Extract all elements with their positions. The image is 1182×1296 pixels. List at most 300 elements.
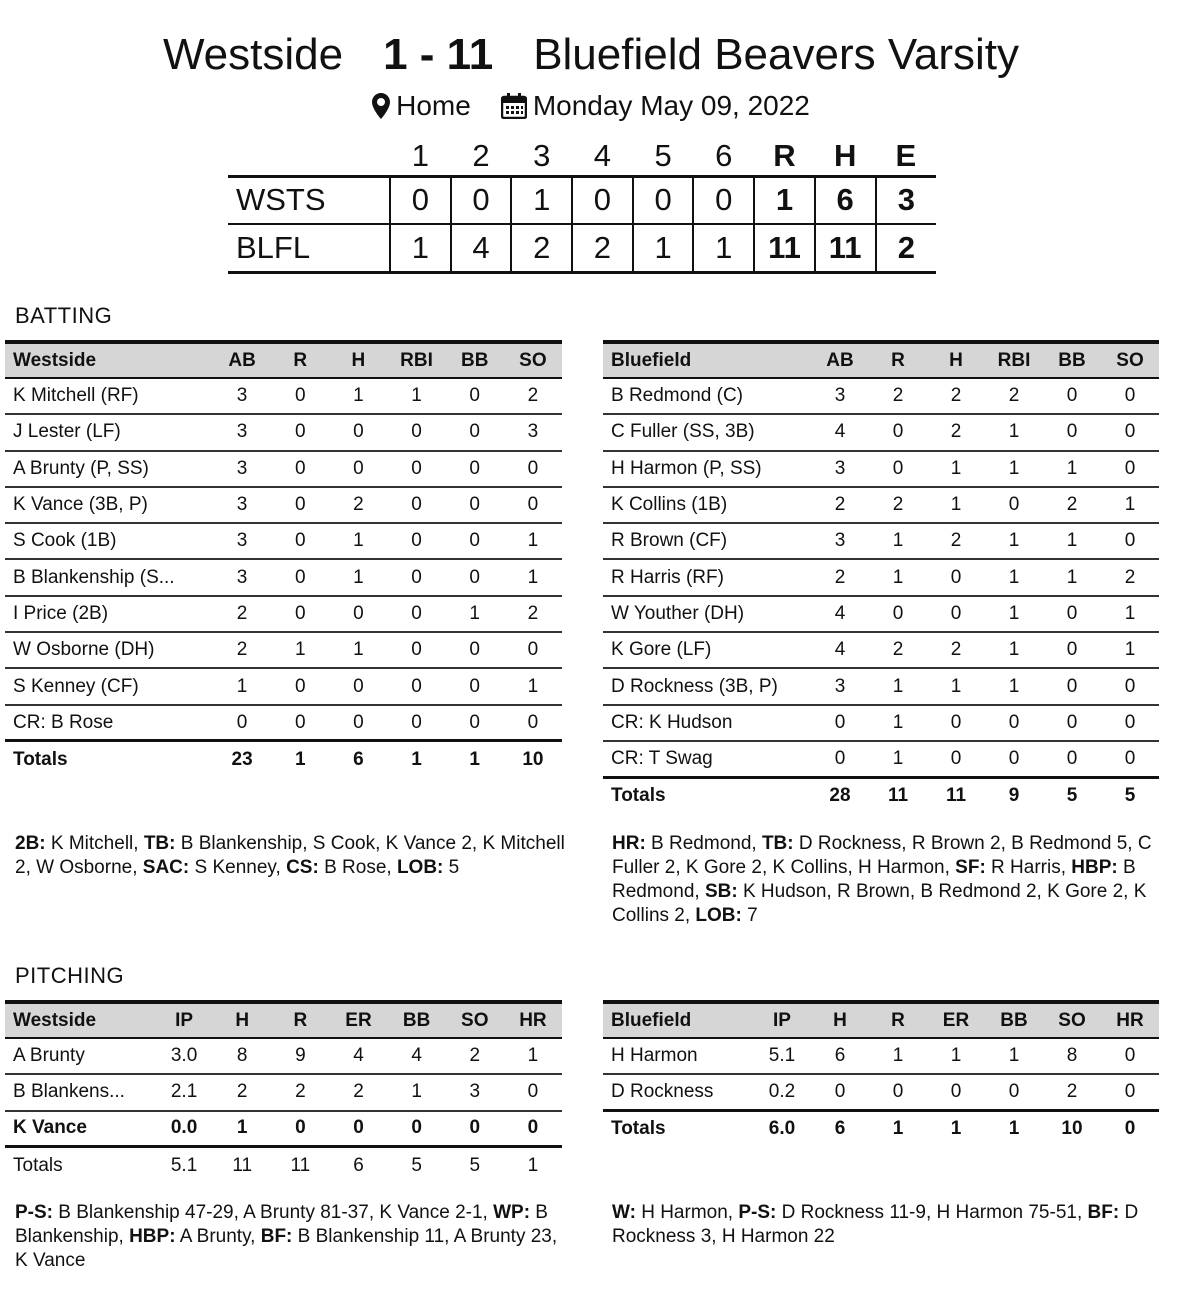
total-value: 11	[232, 1154, 253, 1176]
stat-column-header: SO	[446, 1002, 504, 1038]
player-name: D Rockness (3B, P)	[603, 668, 811, 704]
note-text: 5	[443, 857, 460, 878]
total-value: 23	[231, 748, 253, 770]
inning-header: 5	[654, 138, 672, 174]
stat-value: 2	[927, 632, 985, 668]
stat-value: 8	[1043, 1038, 1101, 1074]
stat-value: 3	[213, 414, 271, 450]
inning-score: 1	[511, 176, 572, 224]
inning-header: 6	[715, 138, 733, 174]
inning-header: 2	[472, 138, 490, 174]
stat-value: 1	[1101, 487, 1159, 523]
stat-column-header: H	[329, 342, 387, 378]
batting-table-home	[603, 340, 1159, 814]
linescore-row-away	[228, 176, 936, 224]
pitching-notes-home	[612, 1201, 1162, 1249]
stat-value: 0	[869, 414, 927, 450]
stat-value: 0	[1101, 378, 1159, 414]
stat-value: 1	[271, 632, 329, 668]
stat-value: 0	[387, 487, 445, 523]
stat-value: 0	[985, 705, 1043, 741]
stat-value: 0	[271, 559, 329, 595]
stat-value: 0	[446, 451, 504, 487]
stat-value: 3	[504, 414, 562, 450]
note-text: A Brunty,	[175, 1226, 261, 1247]
stat-value: 0	[271, 414, 329, 450]
stat-value: 0.2	[753, 1074, 811, 1110]
stat-value: 2	[213, 1074, 271, 1110]
total-value: 5	[411, 1154, 422, 1176]
total-value: 5	[469, 1154, 481, 1176]
stat-value: 0	[927, 705, 985, 741]
stat-value: 2	[1043, 1074, 1101, 1110]
total-value: 11	[887, 785, 909, 807]
stat-column-header: HR	[504, 1002, 562, 1038]
stat-value: 0	[1043, 378, 1101, 414]
stat-value: 0	[1101, 741, 1159, 777]
player-name: K Collins (1B)	[603, 487, 811, 523]
note-text: B Blankenship, S Cook, K Vance 2, K Mitchell 2, W Osborne,	[15, 833, 565, 878]
note-label: BF:	[260, 1226, 293, 1247]
player-name: H Harmon	[603, 1038, 753, 1074]
stat-value: 0	[329, 1111, 387, 1147]
stat-value: 2	[271, 1074, 329, 1110]
stat-value: 1	[329, 559, 387, 595]
player-row	[5, 414, 562, 450]
note-text: D Rockness, R Brown 2, B Redmond 5, C Fuller 2, K Gore 2, K Collins, H Harmon,	[612, 833, 1152, 878]
note-text: S Kenney,	[189, 857, 287, 878]
note-label: SAC:	[142, 857, 190, 878]
stat-value: 1	[213, 668, 271, 704]
stat-column-header: BB	[985, 1002, 1043, 1038]
stat-value: 0	[1043, 414, 1101, 450]
stat-value: 0	[329, 414, 387, 450]
stat-value: 0	[811, 741, 869, 777]
linescore-team: BLFL	[236, 229, 311, 265]
stat-value: 1	[985, 559, 1043, 595]
note-text: D Rockness 3, H Harmon 22	[612, 1202, 1139, 1247]
player-row	[603, 378, 1159, 414]
player-row	[603, 559, 1159, 595]
total-value: 1	[469, 748, 480, 770]
stat-value: 0	[504, 705, 562, 741]
player-name: R Brown (CF)	[603, 523, 811, 559]
stat-value: 4	[811, 596, 869, 632]
stat-value: 1	[869, 523, 927, 559]
note-text: B Redmond,	[612, 857, 1136, 902]
stat-column-header: BB	[1043, 342, 1101, 378]
game-title	[0, 30, 1182, 80]
calendar-icon	[501, 93, 527, 119]
player-row	[5, 451, 562, 487]
stat-value: 1	[1101, 632, 1159, 668]
total-value: 11	[290, 1154, 311, 1176]
stat-value: 4	[811, 414, 869, 450]
stat-value: 0	[387, 632, 445, 668]
note-text: H Harmon,	[635, 1202, 739, 1223]
inning-score: 2	[511, 224, 572, 272]
player-name: R Harris (RF)	[603, 559, 811, 595]
stat-column-header: R	[271, 1002, 329, 1038]
stat-value: 2	[213, 632, 271, 668]
total-value: 6.0	[768, 1118, 796, 1140]
player-name: CR: B Rose	[5, 705, 213, 741]
batting-notes-home	[612, 832, 1162, 928]
total-value: 11	[945, 785, 967, 807]
stat-value: 2	[1043, 487, 1101, 523]
stat-value: 0	[1101, 705, 1159, 741]
stat-value: 1	[504, 523, 562, 559]
stat-column-header: H	[811, 1002, 869, 1038]
player-name: W Osborne (DH)	[5, 632, 213, 668]
stat-value: 0	[1043, 632, 1101, 668]
stat-value: 2	[504, 378, 562, 414]
player-name: A Brunty	[5, 1038, 155, 1074]
inning-header: 3	[533, 138, 551, 174]
player-row	[603, 414, 1159, 450]
player-row	[5, 523, 562, 559]
inning-score: 1	[390, 224, 451, 272]
player-row	[603, 741, 1159, 777]
stat-value: 3	[213, 559, 271, 595]
stat-column-header: BB	[388, 1002, 446, 1038]
linescore-table	[228, 138, 936, 274]
stat-value: 0	[387, 559, 445, 595]
stat-value: 1	[927, 1038, 985, 1074]
player-row	[5, 378, 562, 414]
stat-value: 4	[329, 1038, 387, 1074]
totals-label: Totals	[13, 1154, 63, 1176]
stat-value: 1	[388, 1074, 446, 1110]
stat-value: 0	[271, 705, 329, 741]
stat-value: 0	[271, 523, 329, 559]
stat-value: 0	[446, 487, 504, 523]
stat-value: 0	[985, 741, 1043, 777]
note-text: K Mitchell,	[45, 833, 144, 854]
total-value: 1	[294, 748, 306, 770]
stat-value: 2	[213, 596, 271, 632]
batting-notes-away	[15, 832, 565, 880]
stat-value: 0	[869, 596, 927, 632]
total-hits: 6	[815, 176, 876, 224]
inning-score: 1	[633, 224, 694, 272]
team-column-header: Westside	[5, 1002, 155, 1038]
final-score: 1 - 11	[383, 30, 494, 79]
player-name: A Brunty (P, SS)	[5, 451, 213, 487]
stat-column-header: R	[869, 342, 927, 378]
stat-value: 1	[927, 451, 985, 487]
player-name: B Blankens...	[5, 1074, 155, 1110]
inning-header: 1	[411, 138, 429, 174]
stat-column-header: ER	[329, 1002, 387, 1038]
player-name: K Gore (LF)	[603, 632, 811, 668]
note-text: B Blankenship,	[15, 1202, 548, 1247]
totals-row	[5, 1147, 562, 1183]
stat-value: 1	[387, 378, 445, 414]
total-value: 6	[353, 748, 364, 770]
stat-column-header: H	[927, 342, 985, 378]
player-row	[5, 632, 562, 668]
stat-value: 1	[985, 668, 1043, 704]
note-label: LOB:	[396, 857, 444, 878]
total-value: 10	[522, 748, 544, 770]
total-value: 1	[527, 1154, 539, 1176]
total-value: 6	[353, 1154, 364, 1176]
stat-value: 2	[811, 487, 869, 523]
totals-label: Totals	[611, 785, 666, 807]
player-name: CR: T Swag	[603, 741, 811, 777]
pitching-table-away	[5, 1000, 562, 1183]
note-label: 2B:	[15, 833, 46, 854]
player-name: S Kenney (CF)	[5, 668, 213, 704]
stat-value: 0	[1043, 668, 1101, 704]
stat-value: 0	[271, 668, 329, 704]
stat-value: 1	[329, 378, 387, 414]
stat-value: 0	[387, 451, 445, 487]
inning-score: 0	[572, 176, 633, 224]
batting-section-title: BATTING	[15, 303, 113, 328]
total-runs: 11	[754, 224, 815, 272]
player-row	[603, 705, 1159, 741]
stat-value: 2	[504, 596, 562, 632]
player-row	[5, 559, 562, 595]
note-text: K Hudson, R Brown, B Redmond 2, K Gore 2, K Collins 2,	[612, 881, 1147, 926]
stat-value: 1	[1043, 523, 1101, 559]
stat-value: 1	[927, 668, 985, 704]
stat-value: 1	[985, 523, 1043, 559]
stat-value: 0	[329, 705, 387, 741]
stat-value: 1	[1043, 451, 1101, 487]
total-runs: 1	[754, 176, 815, 224]
runs-header: R	[773, 138, 796, 174]
stat-value: 0	[811, 1074, 869, 1110]
stat-value: 1	[1101, 596, 1159, 632]
stat-value: 0	[446, 559, 504, 595]
stat-value: 1	[985, 1038, 1043, 1074]
stat-value: 0.0	[155, 1111, 213, 1147]
stat-value: 0	[446, 632, 504, 668]
totals-row	[603, 777, 1159, 813]
batting-table-away	[5, 340, 562, 777]
total-value: 5	[1066, 785, 1078, 807]
stat-value: 1	[869, 668, 927, 704]
stat-value: 2	[869, 632, 927, 668]
stat-value: 1	[985, 632, 1043, 668]
player-row	[603, 487, 1159, 523]
player-row	[5, 596, 562, 632]
player-name: K Mitchell (RF)	[5, 378, 213, 414]
stat-column-header: BB	[446, 342, 504, 378]
stat-value: 2	[869, 378, 927, 414]
stat-value: 0	[927, 596, 985, 632]
stat-value: 0	[1043, 596, 1101, 632]
stat-column-header: IP	[753, 1002, 811, 1038]
pitching-notes-away	[15, 1201, 565, 1273]
note-label: TB:	[761, 833, 794, 854]
map-pin-icon	[372, 93, 390, 119]
player-row	[5, 705, 562, 741]
stat-value: 0	[869, 1074, 927, 1110]
stat-column-header: RBI	[985, 342, 1043, 378]
stat-value: 3	[811, 523, 869, 559]
totals-row	[5, 741, 562, 777]
player-row	[603, 1038, 1159, 1074]
stat-value: 4	[811, 632, 869, 668]
note-label: CS:	[286, 857, 319, 878]
stat-value: 0	[1101, 523, 1159, 559]
total-errors: 2	[876, 224, 937, 272]
pitching-table-home	[603, 1000, 1159, 1147]
stat-value: 2	[1101, 559, 1159, 595]
inning-score: 0	[633, 176, 694, 224]
home-team-name: Bluefield Beavers Varsity	[533, 30, 1020, 79]
stat-value: 0	[985, 487, 1043, 523]
inning-header: 4	[593, 138, 612, 174]
player-row	[5, 1074, 562, 1110]
stat-value: 1	[504, 1038, 562, 1074]
note-text: D Rockness 11-9, H Harmon 75-51,	[776, 1202, 1088, 1223]
stat-value: 0	[271, 487, 329, 523]
stat-value: 0	[271, 378, 329, 414]
stat-value: 0	[1101, 451, 1159, 487]
player-name: CR: K Hudson	[603, 705, 811, 741]
player-name: K Vance (3B, P)	[5, 487, 213, 523]
stat-value: 1	[869, 741, 927, 777]
total-value: 6	[834, 1118, 846, 1140]
note-text: B Blankenship 47-29, A Brunty 81-37, K Vance 2-1,	[53, 1202, 494, 1223]
stat-value: 2.1	[155, 1074, 213, 1110]
player-row	[5, 487, 562, 523]
stat-value: 1	[869, 1038, 927, 1074]
note-label: HR:	[612, 833, 646, 854]
note-label: W:	[612, 1202, 636, 1223]
stat-value: 5.1	[753, 1038, 811, 1074]
stat-column-header: H	[213, 1002, 271, 1038]
inning-score: 2	[572, 224, 633, 272]
player-name: J Lester (LF)	[5, 414, 213, 450]
totals-row	[603, 1111, 1159, 1147]
player-row	[603, 668, 1159, 704]
player-row	[603, 632, 1159, 668]
stat-value: 3.0	[155, 1038, 213, 1074]
stat-value: 2	[927, 414, 985, 450]
stat-value: 0	[504, 1074, 562, 1110]
stat-value: 0	[271, 596, 329, 632]
stat-column-header: SO	[1101, 342, 1159, 378]
stat-value: 0	[329, 451, 387, 487]
note-label: P-S:	[738, 1202, 777, 1223]
stat-value: 0	[388, 1111, 446, 1147]
inning-score: 0	[390, 176, 451, 224]
player-name: I Price (2B)	[5, 596, 213, 632]
stat-column-header: AB	[811, 342, 869, 378]
total-value: 28	[829, 785, 851, 807]
total-value: 5	[1124, 785, 1136, 807]
stat-value: 2	[927, 378, 985, 414]
stat-value: 3	[213, 523, 271, 559]
stat-value: 0	[504, 487, 562, 523]
player-row	[603, 451, 1159, 487]
stat-value: 2	[811, 559, 869, 595]
stat-column-header: ER	[927, 1002, 985, 1038]
stat-column-header: HR	[1101, 1002, 1159, 1038]
note-label: HBP:	[1071, 857, 1118, 878]
note-text: B Blankenship 11, A Brunty 23, K Vance	[15, 1226, 558, 1271]
stat-value: 2	[446, 1038, 504, 1074]
total-value: 0	[1124, 1118, 1136, 1140]
player-name: C Fuller (SS, 3B)	[603, 414, 811, 450]
player-name: K Vance	[5, 1111, 155, 1147]
hits-header: H	[833, 138, 857, 174]
totals-label: Totals	[13, 748, 68, 770]
player-name: B Redmond (C)	[603, 378, 811, 414]
note-label: LOB:	[695, 905, 742, 926]
player-name: S Cook (1B)	[5, 523, 213, 559]
total-value: 1	[950, 1118, 962, 1140]
note-text: R Harris,	[985, 857, 1072, 878]
stat-value: 1	[329, 523, 387, 559]
totals-label: Totals	[611, 1118, 666, 1140]
note-text: B Rose,	[318, 857, 397, 878]
note-label: TB:	[143, 833, 176, 854]
stat-column-header: AB	[213, 342, 271, 378]
stat-value: 0	[927, 741, 985, 777]
stat-value: 0	[446, 414, 504, 450]
stat-column-header: SO	[1043, 1002, 1101, 1038]
total-value: 1	[1008, 1118, 1020, 1140]
player-name: H Harmon (P, SS)	[603, 451, 811, 487]
note-text: B Redmond,	[645, 833, 762, 854]
total-value: 5.1	[170, 1154, 198, 1176]
stat-value: 0	[446, 1111, 504, 1147]
total-hits: 11	[815, 224, 876, 272]
stat-value: 0	[446, 705, 504, 741]
stat-value: 0	[387, 705, 445, 741]
stat-value: 3	[213, 451, 271, 487]
team-column-header: Bluefield	[603, 342, 811, 378]
inning-score: 0	[451, 176, 512, 224]
stat-value: 2	[329, 1074, 387, 1110]
stat-value: 0	[446, 523, 504, 559]
stat-value: 0	[387, 596, 445, 632]
note-label: P-S:	[15, 1202, 53, 1223]
stat-value: 2	[985, 378, 1043, 414]
stat-value: 1	[869, 559, 927, 595]
stat-value: 2	[329, 487, 387, 523]
stat-value: 1	[329, 632, 387, 668]
linescore-row-home	[228, 224, 936, 272]
stat-value: 1	[213, 1111, 271, 1147]
stat-value: 0	[387, 523, 445, 559]
stat-value: 4	[388, 1038, 446, 1074]
stat-value: 1	[1043, 559, 1101, 595]
note-label: BF:	[1087, 1202, 1120, 1223]
inning-score: 4	[451, 224, 512, 272]
total-value: 9	[1008, 785, 1020, 807]
player-name: D Rockness	[603, 1074, 753, 1110]
stat-column-header: RBI	[387, 342, 445, 378]
stat-value: 3	[446, 1074, 504, 1110]
stat-value: 0	[811, 705, 869, 741]
stat-value: 0	[1101, 1074, 1159, 1110]
stat-value: 0	[1043, 705, 1101, 741]
player-row	[5, 1038, 562, 1074]
note-label: SB:	[704, 881, 738, 902]
note-label: SF:	[955, 857, 986, 878]
total-errors: 3	[876, 176, 937, 224]
stat-value: 0	[271, 451, 329, 487]
total-value: 1	[892, 1118, 904, 1140]
